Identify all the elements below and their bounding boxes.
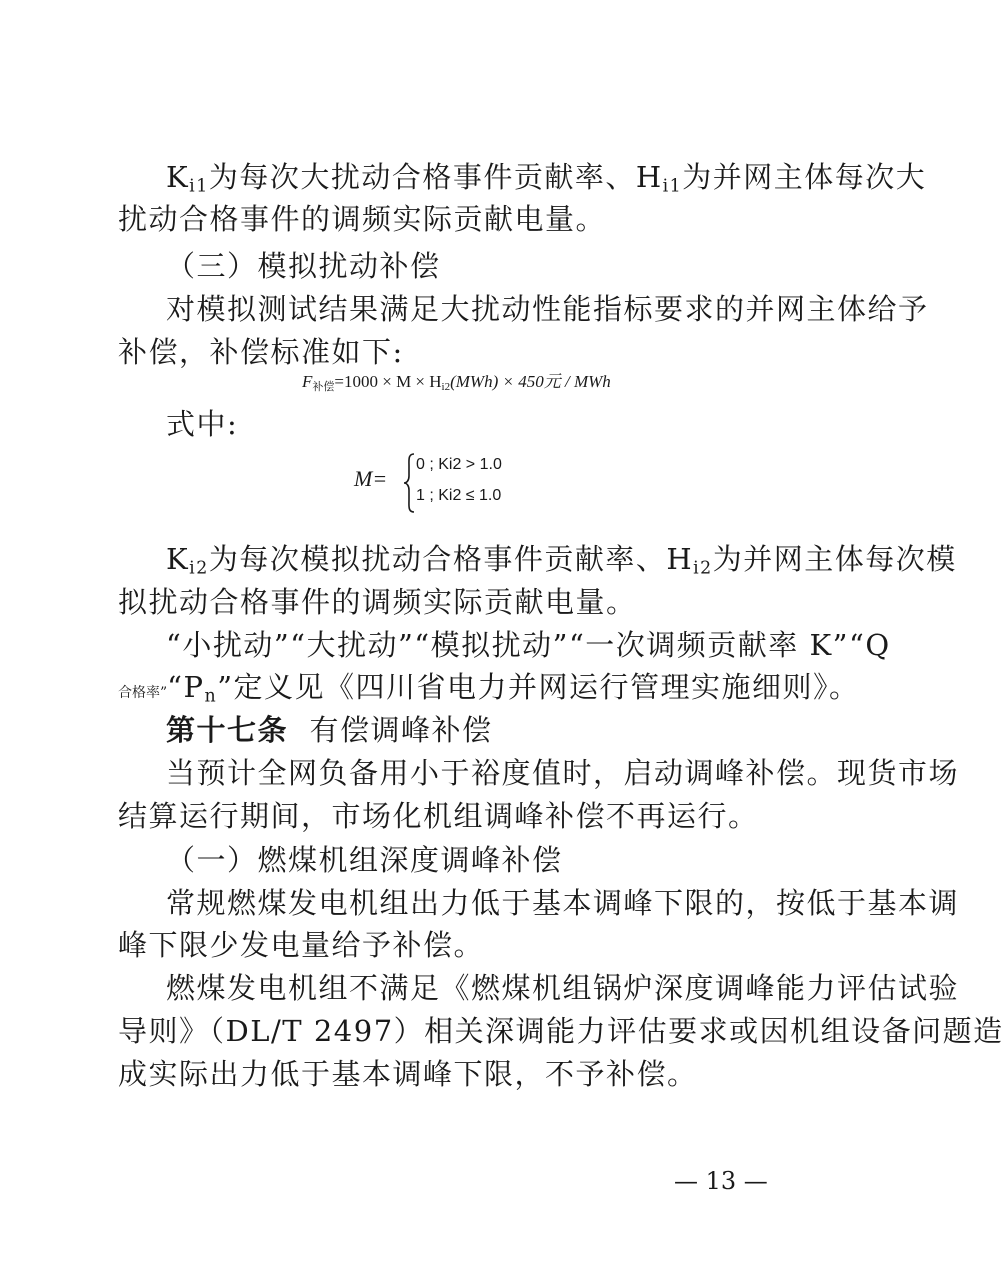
- compensation-formula: $F_{补偿}=1000 \times M \times H_{i2}(MWh) \times 450$元 / MWh: [302, 372, 611, 393]
- section-heading-simulated: （三）模拟扰动补偿: [166, 249, 441, 283]
- paragraph-ki2-line2: 拟扰动合格事件的调频实际贡献电量。: [118, 585, 637, 619]
- m-case-zero: 0 ; Ki2 > 1.0: [416, 456, 502, 473]
- paragraph-sim-line1: 对模拟测试结果满足大扰动性能指标要求的并网主体给予: [166, 292, 929, 326]
- m-variable: M=: [354, 466, 388, 491]
- section-heading-coal: （一）燃煤机组深度调峰补偿: [166, 843, 563, 877]
- paragraph-peak-line1: 当预计全网负备用小于裕度值时，启动调峰补偿。现货市场: [166, 756, 960, 790]
- paragraph-coal-line2: 峰下限少发电量给予补偿。: [118, 928, 485, 962]
- formula-where-label: 式中:: [166, 407, 239, 441]
- article-17-heading: 第十七条 有偿调峰补偿: [166, 713, 493, 747]
- paragraph-coal-line1: 常规燃煤发电机组出力低于基本调峰下限的，按低于基本调: [166, 886, 960, 920]
- paragraph-sim-line2: 补偿，补偿标准如下:: [118, 335, 404, 369]
- paragraph-definitions-line2: 合格率$”“P_n$”定义见《四川省电力并网运行管理实施细则》。: [118, 670, 860, 707]
- paragraph-definitions-line1: “小扰动”“大扰动”“模拟扰动”“一次调频贡献率 K”“Q: [166, 628, 891, 662]
- paragraph-exclusion-line1: 燃煤发电机组不满足《燃煤机组锅炉深度调峰能力评估试验: [166, 971, 960, 1005]
- paragraph-ki2-line1: $K_{i2}$为每次模拟扰动合格事件贡献率、$H_{i2}$为并网主体每次模: [166, 542, 957, 579]
- page-number: — 13 —: [674, 1167, 768, 1195]
- m-case-one: 1 ; Ki2 ≤ 1.0: [416, 487, 502, 504]
- paragraph-exclusion-line2: 导则》（DL/T 2497）相关深调能力评估要求或因机组设备问题造: [118, 1014, 1004, 1048]
- paragraph-peak-line2: 结算运行期间，市场化机组调峰补偿不再运行。: [118, 799, 759, 833]
- left-brace-icon: [402, 452, 416, 514]
- paragraph-ki1-line2: 扰动合格事件的调频实际贡献电量。: [118, 202, 607, 236]
- paragraph-exclusion-line3: 成实际出力低于基本调峰下限，不予补偿。: [118, 1057, 698, 1091]
- paragraph-ki1-line1: $K_{i1}$为每次大扰动合格事件贡献率、$H_{i1}$为并网主体每次大: [166, 160, 927, 197]
